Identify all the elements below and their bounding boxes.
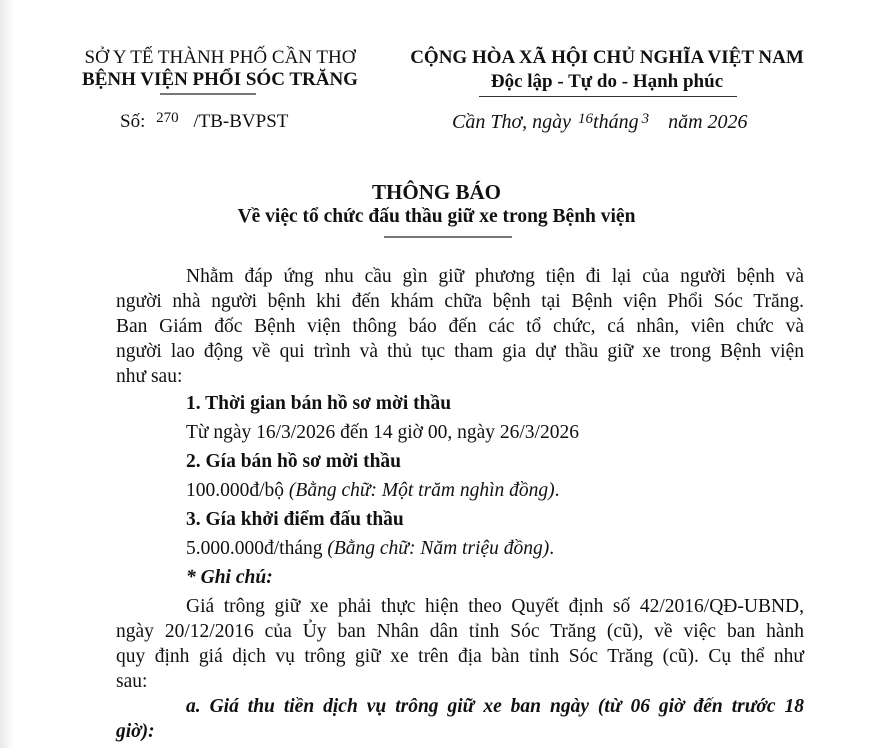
document-number	[120, 111, 288, 133]
country-name: CỘNG HÒA XÃ HỘI CHỦ NGHĨA VIỆT NAM	[410, 47, 804, 68]
note-line-2: ngày 20/12/2016 của Ủy ban Nhân dân tỉnh Sóc Trăng (cũ), về việc ban hành	[116, 621, 804, 642]
intro-line-3: Ban Giám đốc Bệnh viện thông báo đến các tổ chức, cá nhân, viên chức và	[116, 316, 804, 337]
section-1-content: Từ ngày 16/3/2026 đến 14 giờ 00, ngày 26/3/2026	[186, 422, 579, 443]
note-line-1: Giá trông giữ xe phải thực hiện theo Quyết định số 42/2016/QĐ-UBND,	[186, 596, 804, 617]
section-3-heading: 3. Gía khởi điểm đấu thầu	[186, 509, 404, 530]
number-prefix: Số:	[120, 111, 146, 132]
section-3-content	[186, 536, 554, 561]
section-2-heading: 2. Gía bán hồ sơ mời thầu	[186, 451, 402, 472]
date-place-label: Cần Thơ, ngày	[452, 111, 572, 133]
document-subtitle: Về việc tổ chức đấu thầu giữ xe trong Bệnh viện	[237, 206, 636, 227]
section-2-content	[186, 478, 560, 503]
date-month: 3	[641, 111, 650, 127]
national-motto: Độc lập - Tự do - Hạnh phúc	[490, 71, 724, 92]
intro-line-2: người nhà người bệnh khi đến khám chữa bệnh tại Bệnh viện Phổi Sóc Trăng.	[116, 291, 804, 312]
section-2-period: .	[554, 480, 560, 501]
note-subheading-line-2: giờ):	[116, 721, 155, 742]
section-3-period: .	[549, 538, 555, 559]
section-3-price-words: (Bằng chữ: Năm triệu đồng)	[327, 538, 550, 559]
section-2-price-words: (Bằng chữ: Một trăm nghìn đồng)	[288, 480, 555, 501]
note-subheading-line-1: a. Giá thu tiền dịch vụ trông giữ xe ban ngày (từ 06 giờ đến trước 18	[186, 696, 804, 717]
note-heading: * Ghi chú:	[186, 567, 273, 588]
motto-underline	[479, 96, 737, 97]
subtitle-underline	[384, 236, 512, 238]
section-2-price: 100.000đ/bộ	[186, 480, 289, 501]
intro-line-4: người lao động về qui trình và thủ tục tham gia dự thầu giữ xe trong Bệnh viện	[116, 341, 804, 362]
intro-line-1: Nhằm đáp ứng nhu cầu gìn giữ phương tiện đi lại của người bệnh và	[186, 266, 804, 287]
section-3-price: 5.000.000đ/tháng	[186, 538, 328, 559]
document-title: THÔNG BÁO	[372, 180, 501, 204]
date-year: năm 2026	[668, 111, 748, 133]
number-suffix: /TB-BVPST	[193, 111, 289, 132]
note-line-4: sau:	[116, 671, 148, 692]
intro-line-5: như sau:	[116, 366, 183, 387]
hospital-name: BỆNH VIỆN PHỔI SÓC TRĂNG	[82, 69, 358, 90]
date-day: 16	[578, 111, 594, 127]
page-edge-shadow	[0, 0, 14, 748]
date-place	[452, 111, 748, 134]
hospital-underline	[160, 93, 256, 95]
date-month-label: tháng	[593, 111, 639, 133]
section-1-heading: 1. Thời gian bán hồ sơ mời thầu	[186, 393, 452, 414]
note-line-3: quy định giá dịch vụ trông giữ xe trên địa bàn tỉnh Sóc Trăng (cũ). Cụ thể như	[116, 646, 804, 667]
agency-name: SỞ Y TẾ THÀNH PHỐ CẦN THƠ	[84, 47, 356, 68]
number-value: 270	[156, 110, 179, 126]
